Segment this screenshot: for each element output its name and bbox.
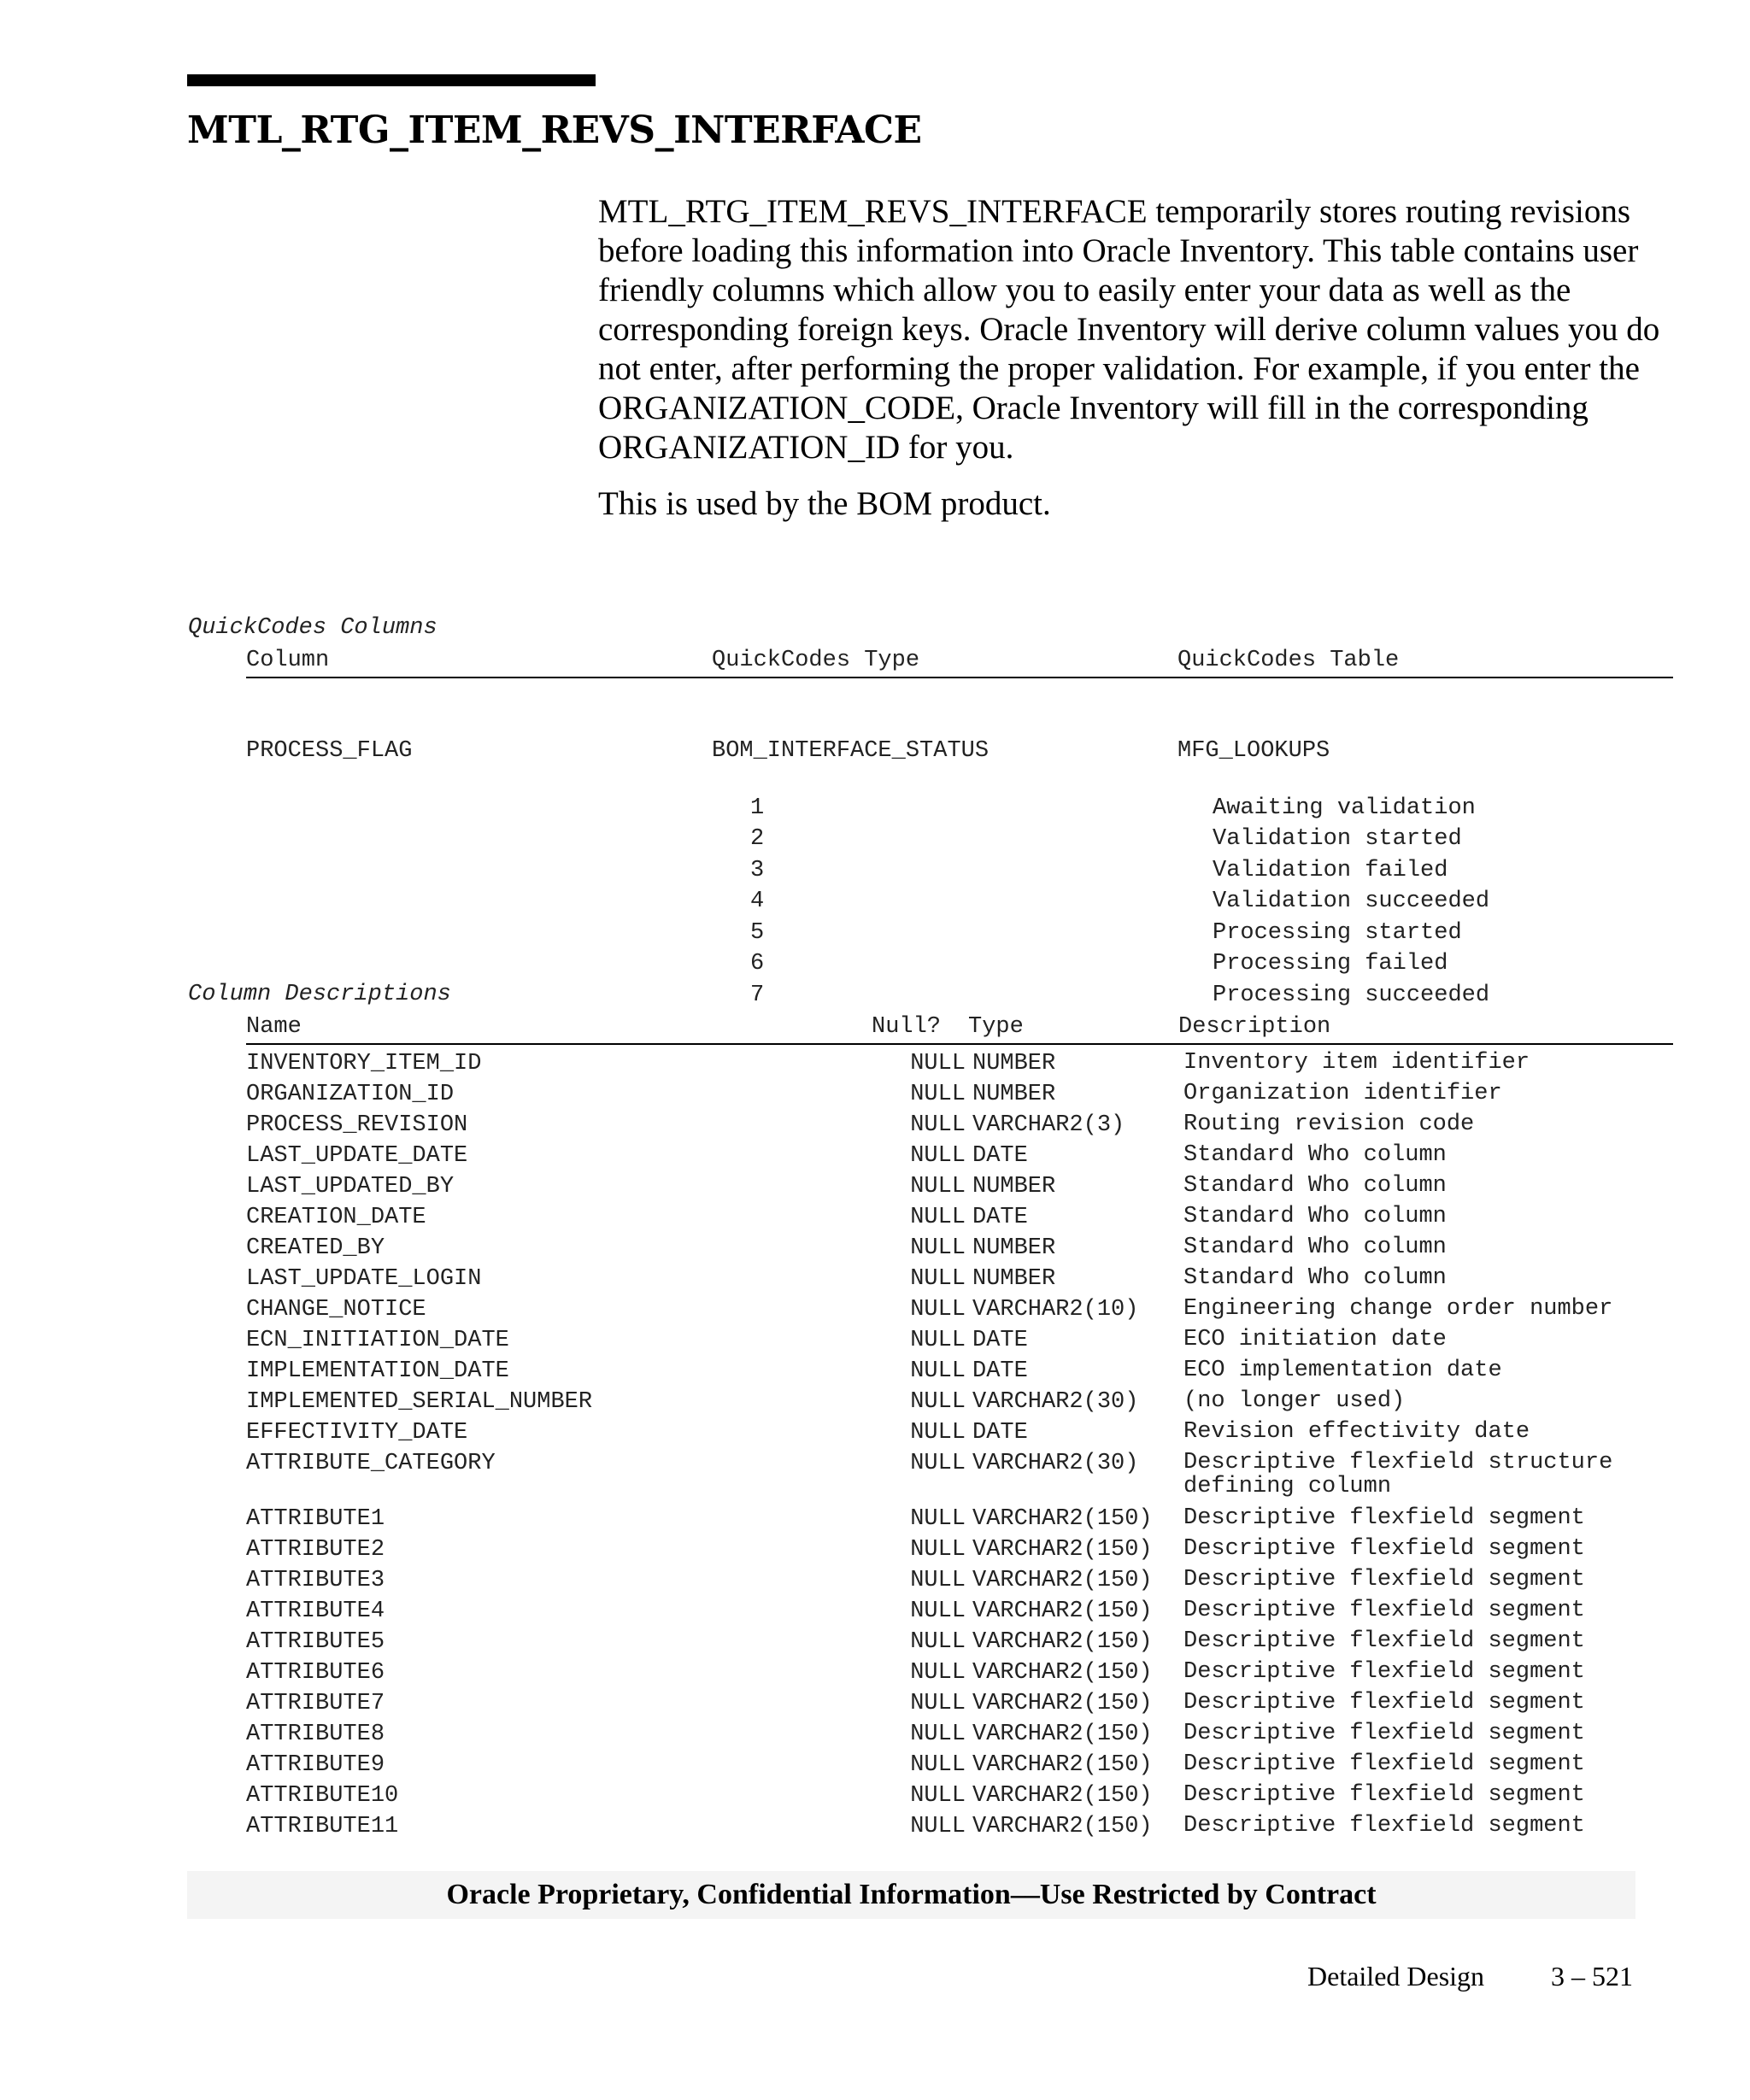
intro-paragraph: MTL_RTG_ITEM_REVS_INTERFACE temporarily stores routing revisions before loading this information into Oracle Inventory. This table contains user friendly columns which allow you to easily enter your data as well as the corresponding foreign keys. Oracle Inventory will derive column values you do not enter, after performing the proper validation. For example, if you enter the ORGANIZATION_CODE, Oracle Inventory will fill in the corresponding ORGANIZATION_ID for you.	[598, 193, 1660, 466]
column-name: ECN_INITIATION_DATE	[246, 1328, 509, 1353]
column-row	[246, 1598, 1673, 1629]
confidential-banner	[187, 1871, 1635, 1919]
column-description: Descriptive flexfield segment	[1183, 1598, 1585, 1623]
header-quickcodes-type: QuickCodes Type	[712, 648, 920, 673]
quickcodes-code-row	[246, 826, 1673, 858]
column-null: NULL	[910, 1783, 966, 1809]
column-type: NUMBER	[972, 1051, 1056, 1076]
column-description: Standard Who column	[1183, 1235, 1447, 1260]
column-description: Standard Who column	[1183, 1142, 1447, 1168]
column-name: ATTRIBUTE_CATEGORY	[246, 1451, 496, 1476]
column-type: NUMBER	[972, 1082, 1056, 1107]
column-description: Engineering change order number	[1183, 1296, 1613, 1322]
column-name: ATTRIBUTE11	[246, 1814, 399, 1839]
quickcode-meaning: Awaiting validation	[1213, 795, 1476, 821]
column-null: NULL	[910, 1358, 966, 1384]
column-row	[246, 1629, 1673, 1660]
header-null: Null?	[872, 1014, 942, 1040]
column-row	[246, 1235, 1673, 1266]
header-description: Description	[1178, 1014, 1331, 1040]
column-row	[246, 1174, 1673, 1205]
column-description: Descriptive flexfield segment	[1183, 1505, 1585, 1531]
column-description: Descriptive flexfield segment	[1183, 1721, 1585, 1746]
column-description: Standard Who column	[1183, 1173, 1447, 1199]
column-null: NULL	[910, 1691, 966, 1716]
column-null: NULL	[910, 1112, 966, 1138]
quickcode-meaning: Processing succeeded	[1213, 982, 1490, 1008]
column-row	[246, 1537, 1673, 1568]
column-name: CREATED_BY	[246, 1235, 385, 1261]
column-description: Descriptive flexfield segment	[1183, 1751, 1585, 1777]
footer-page-number: 3 – 521	[1551, 1961, 1633, 1991]
column-type: VARCHAR2(150)	[972, 1783, 1153, 1809]
column-name: ATTRIBUTE10	[246, 1783, 399, 1809]
quickcode-value: 1	[750, 795, 765, 821]
page-title: MTL_RTG_ITEM_REVS_INTERFACE	[187, 109, 922, 152]
quickcode-value: 6	[750, 951, 765, 977]
column-row	[246, 1266, 1673, 1297]
column-row	[246, 1752, 1673, 1783]
column-row	[246, 1051, 1673, 1082]
column-description: (no longer used)	[1183, 1388, 1406, 1414]
column-null: NULL	[910, 1629, 966, 1655]
column-name: ATTRIBUTE8	[246, 1722, 385, 1747]
column-null: NULL	[910, 1389, 966, 1415]
column-description: Routing revision code	[1183, 1112, 1475, 1137]
column-row	[246, 1660, 1673, 1691]
column-row	[246, 1389, 1673, 1420]
quickcodes-section-label: QuickCodes Columns	[188, 615, 438, 641]
intro-text	[598, 192, 1666, 541]
column-null: NULL	[910, 1205, 966, 1230]
column-type: VARCHAR2(30)	[972, 1451, 1139, 1476]
quickcode-meaning: Processing failed	[1213, 951, 1448, 977]
column-description: Descriptive flexfield segment	[1183, 1690, 1585, 1716]
column-null: NULL	[910, 1266, 966, 1292]
quickcodes-column-name: PROCESS_FLAG	[246, 738, 413, 764]
column-descriptions-header	[246, 1012, 1673, 1045]
header-quickcodes-table: QuickCodes Table	[1177, 648, 1400, 673]
column-row	[246, 1112, 1673, 1143]
column-description: Standard Who column	[1183, 1204, 1447, 1229]
quickcode-meaning: Validation succeeded	[1213, 889, 1490, 914]
column-type: DATE	[972, 1358, 1028, 1384]
column-row	[246, 1506, 1673, 1537]
quickcodes-table-header	[246, 646, 1673, 678]
header-type: Type	[968, 1014, 1024, 1040]
column-type: VARCHAR2(150)	[972, 1691, 1153, 1716]
column-row	[246, 1328, 1673, 1358]
quickcodes-code-row	[246, 795, 1673, 827]
quickcodes-type-name: BOM_INTERFACE_STATUS	[712, 738, 990, 764]
column-type: NUMBER	[972, 1174, 1056, 1200]
confidential-text: Oracle Proprietary, Confidential Information––Use Restricted by Contract	[446, 1879, 1377, 1910]
column-type: NUMBER	[972, 1235, 1056, 1261]
column-name: LAST_UPDATED_BY	[246, 1174, 455, 1200]
column-type: VARCHAR2(10)	[972, 1297, 1139, 1323]
column-type: VARCHAR2(150)	[972, 1598, 1153, 1624]
column-description: Organization identifier	[1183, 1081, 1502, 1106]
column-name: ATTRIBUTE3	[246, 1568, 385, 1593]
column-description: Descriptive flexfield structure defining column	[1183, 1450, 1627, 1499]
quickcode-meaning: Processing started	[1213, 919, 1462, 946]
quickcodes-code-row	[246, 951, 1673, 983]
quickcodes-table-name: MFG_LOOKUPS	[1177, 738, 1330, 764]
column-row	[246, 1722, 1673, 1752]
column-null: NULL	[910, 1752, 966, 1778]
quickcode-value: 4	[750, 889, 765, 914]
column-type: VARCHAR2(150)	[972, 1722, 1153, 1747]
column-null: NULL	[910, 1328, 966, 1353]
quickcode-value: 7	[750, 982, 765, 1008]
column-row	[246, 1205, 1673, 1235]
column-name: EFFECTIVITY_DATE	[246, 1420, 468, 1446]
column-name: ATTRIBUTE6	[246, 1660, 385, 1686]
column-name: INVENTORY_ITEM_ID	[246, 1051, 482, 1076]
column-description: Descriptive flexfield segment	[1183, 1628, 1585, 1654]
column-type: VARCHAR2(150)	[972, 1629, 1153, 1655]
column-type: VARCHAR2(150)	[972, 1506, 1153, 1532]
column-type: DATE	[972, 1328, 1028, 1353]
footer-section-name: Detailed Design	[1307, 1961, 1485, 1991]
quickcodes-row	[246, 738, 1673, 770]
column-type: VARCHAR2(150)	[972, 1568, 1153, 1593]
column-null: NULL	[910, 1722, 966, 1747]
column-null: NULL	[910, 1506, 966, 1532]
column-type: DATE	[972, 1143, 1028, 1169]
column-name: LAST_UPDATE_DATE	[246, 1143, 468, 1169]
column-name: ATTRIBUTE4	[246, 1598, 385, 1624]
intro-paragraph-usage: This is used by the BOM product.	[598, 485, 1051, 522]
quickcodes-code-row	[246, 920, 1673, 952]
column-description: Descriptive flexfield segment	[1183, 1567, 1585, 1593]
column-type: NUMBER	[972, 1266, 1056, 1292]
column-type: VARCHAR2(3)	[972, 1112, 1125, 1138]
quickcode-value: 5	[750, 919, 765, 946]
quickcodes-code-row	[246, 889, 1673, 920]
column-name: LAST_UPDATE_LOGIN	[246, 1266, 482, 1292]
quickcodes-code-row	[246, 858, 1673, 889]
quickcode-meaning: Validation started	[1213, 826, 1462, 852]
column-description: Descriptive flexfield segment	[1183, 1813, 1585, 1839]
column-type: VARCHAR2(30)	[972, 1389, 1139, 1415]
column-name: ATTRIBUTE7	[246, 1691, 385, 1716]
column-description: Descriptive flexfield segment	[1183, 1536, 1585, 1562]
column-null: NULL	[910, 1660, 966, 1686]
column-null: NULL	[910, 1235, 966, 1261]
column-descriptions-label: Column Descriptions	[188, 982, 451, 1007]
column-type: VARCHAR2(150)	[972, 1660, 1153, 1686]
column-type: VARCHAR2(150)	[972, 1814, 1153, 1839]
column-null: NULL	[910, 1451, 966, 1476]
column-null: NULL	[910, 1814, 966, 1839]
column-description: ECO implementation date	[1183, 1358, 1502, 1383]
column-name: ATTRIBUTE2	[246, 1537, 385, 1563]
column-description: Descriptive flexfield segment	[1183, 1659, 1585, 1685]
column-null: NULL	[910, 1537, 966, 1563]
column-row	[246, 1814, 1673, 1845]
header-rule	[187, 74, 596, 86]
quickcode-value: 2	[750, 826, 765, 852]
column-null: NULL	[910, 1297, 966, 1323]
column-description: Revision effectivity date	[1183, 1419, 1530, 1445]
column-row	[246, 1358, 1673, 1389]
header-name: Name	[246, 1014, 302, 1040]
column-row	[246, 1451, 1673, 1506]
column-description: Descriptive flexfield segment	[1183, 1782, 1585, 1808]
column-description: Inventory item identifier	[1183, 1050, 1530, 1076]
column-name: ATTRIBUTE1	[246, 1506, 385, 1532]
column-type: VARCHAR2(150)	[972, 1537, 1153, 1563]
column-row	[246, 1691, 1673, 1722]
column-description: ECO initiation date	[1183, 1327, 1447, 1352]
column-null: NULL	[910, 1082, 966, 1107]
column-null: NULL	[910, 1143, 966, 1169]
column-type: VARCHAR2(150)	[972, 1752, 1153, 1778]
column-description: Standard Who column	[1183, 1265, 1447, 1291]
column-row	[246, 1783, 1673, 1814]
column-name: ATTRIBUTE5	[246, 1629, 385, 1655]
column-name: ORGANIZATION_ID	[246, 1082, 455, 1107]
quickcodes-table-body	[246, 687, 1673, 1013]
column-name: IMPLEMENTED_SERIAL_NUMBER	[246, 1389, 593, 1415]
quickcodes-code-row	[246, 983, 1673, 1014]
column-descriptions-body	[246, 1051, 1673, 1845]
column-name: CREATION_DATE	[246, 1205, 426, 1230]
column-row	[246, 1568, 1673, 1598]
quickcode-value: 3	[750, 857, 765, 883]
column-null: NULL	[910, 1420, 966, 1446]
column-name: PROCESS_REVISION	[246, 1112, 468, 1138]
column-row	[246, 1297, 1673, 1328]
column-type: DATE	[972, 1205, 1028, 1230]
header-column: Column	[246, 648, 330, 673]
column-name: ATTRIBUTE9	[246, 1752, 385, 1778]
column-row	[246, 1143, 1673, 1174]
column-name: CHANGE_NOTICE	[246, 1297, 426, 1323]
column-null: NULL	[910, 1568, 966, 1593]
column-type: DATE	[972, 1420, 1028, 1446]
column-name: IMPLEMENTATION_DATE	[246, 1358, 509, 1384]
column-null: NULL	[910, 1598, 966, 1624]
column-row	[246, 1420, 1673, 1451]
column-null: NULL	[910, 1051, 966, 1076]
quickcode-meaning: Validation failed	[1213, 857, 1448, 883]
column-null: NULL	[910, 1174, 966, 1200]
column-row	[246, 1082, 1673, 1112]
